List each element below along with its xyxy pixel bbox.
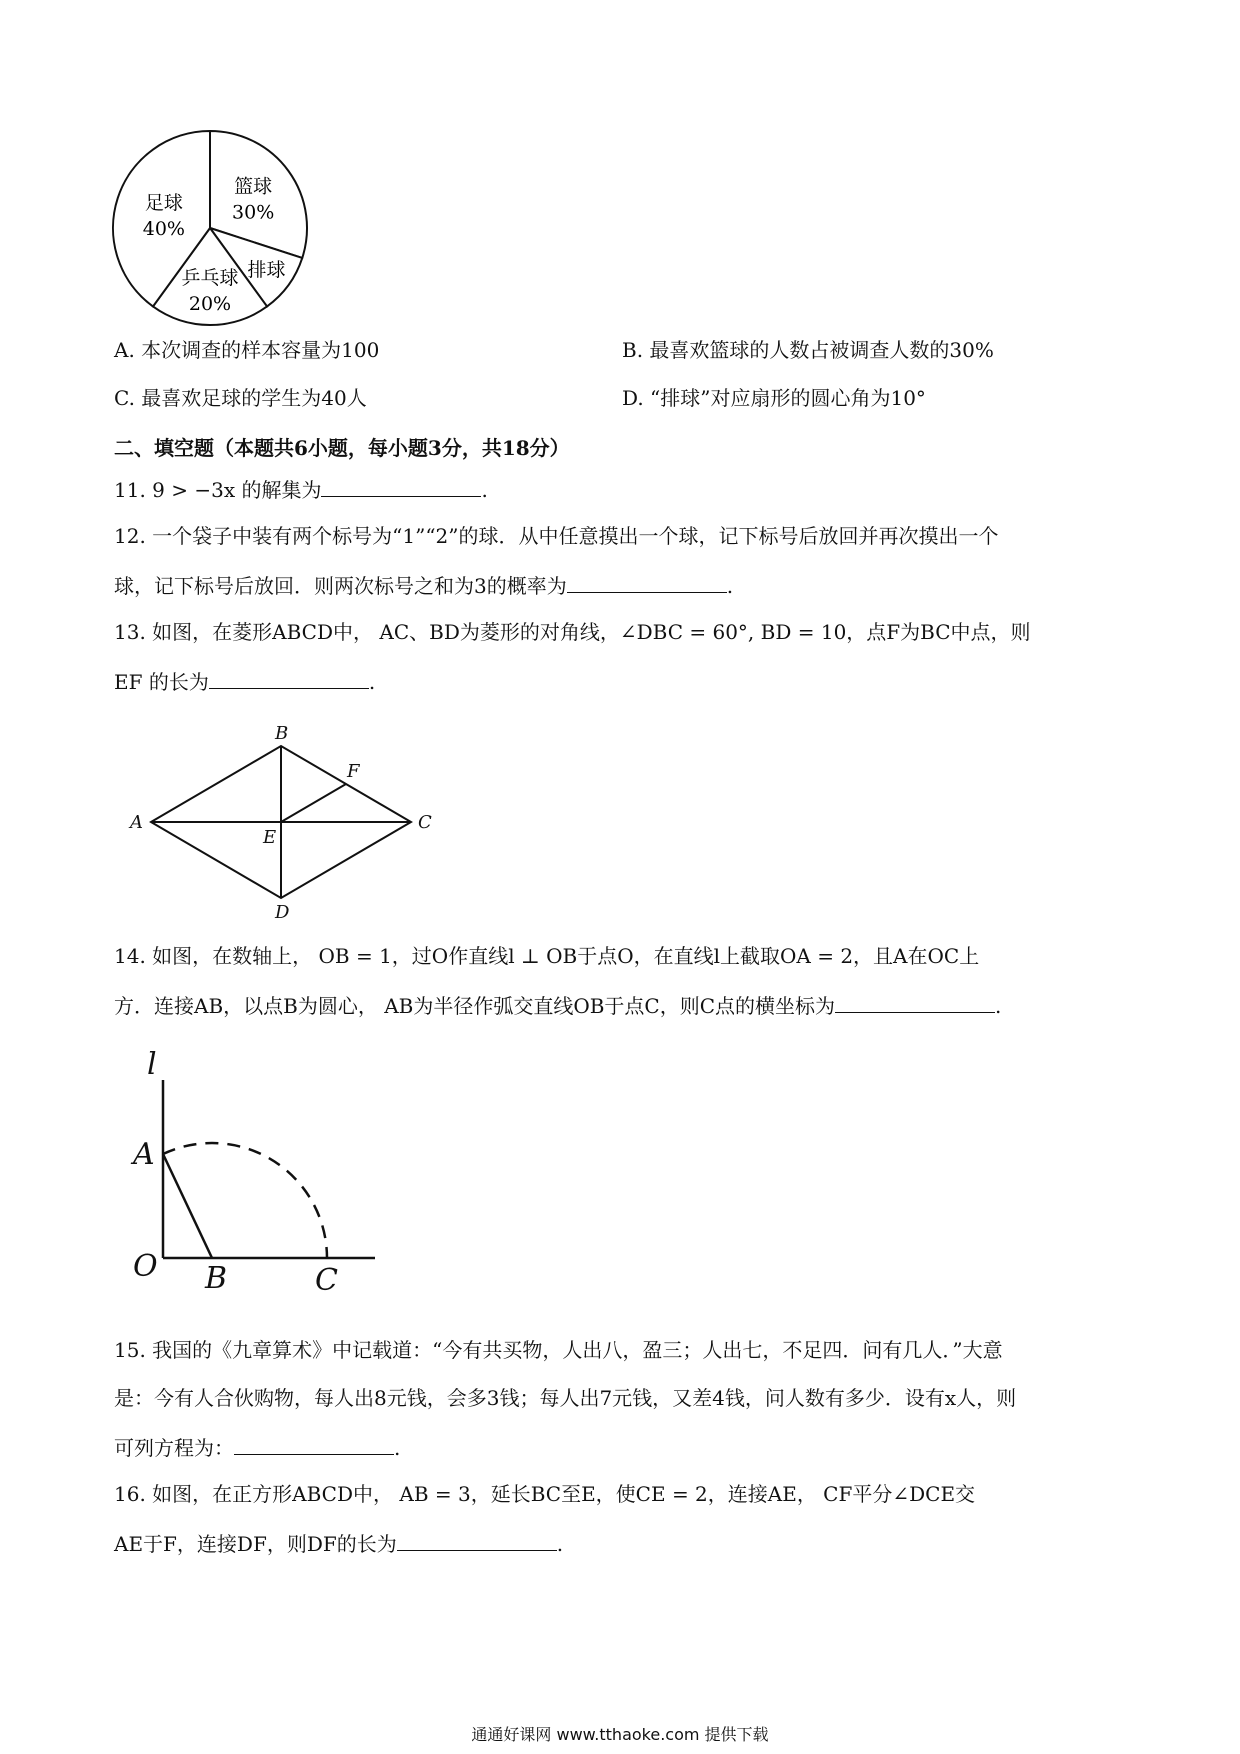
arc-ac bbox=[163, 1143, 327, 1258]
label-c: C bbox=[315, 1263, 338, 1296]
q11-end: . bbox=[481, 478, 488, 502]
question-15-line2: 是：今有人合伙购物，每人出8元钱，会多3钱；每人出7元钱，又差4钱，问人数有多少．设有x人，则 bbox=[114, 1386, 1017, 1410]
question-13-line2 bbox=[114, 668, 375, 694]
label-a: A bbox=[133, 1137, 155, 1172]
answer-blank bbox=[567, 572, 727, 593]
question-14-line1: 14. 如图，在数轴上， OB = 1，过O作直线l ⊥ OB于点O，在直线l上截取OA = 2，且A在OC上 bbox=[114, 944, 980, 968]
q10-option-b: B. 最喜欢篮球的人数占被调查人数的30% bbox=[622, 338, 994, 362]
q13-end: . bbox=[368, 670, 376, 694]
label-f: F bbox=[347, 761, 360, 782]
answer-blank bbox=[234, 1434, 394, 1455]
q10-option-d: D. “排球”对应扇形的圆心角为10° bbox=[622, 386, 926, 410]
pie-chart bbox=[110, 128, 310, 328]
question-16-line2 bbox=[114, 1530, 563, 1556]
pie-slice-value: 40% bbox=[142, 218, 185, 241]
axis-diagram bbox=[125, 1050, 405, 1296]
label-e: E bbox=[263, 827, 277, 848]
label-o: O bbox=[133, 1249, 158, 1284]
q14-end: . bbox=[995, 994, 1002, 1018]
q16-end: . bbox=[556, 1532, 564, 1556]
answer-blank bbox=[209, 668, 369, 689]
question-13-line1: 13. 如图，在菱形ABCD中， AC、BD为菱形的对角线，∠DBC = 60°, BD = 10，点F为BC中点，则 bbox=[114, 620, 1031, 644]
pie-slice-label: 足球 bbox=[144, 192, 183, 215]
q11-text: 11. 9 > −3x 的解集为 bbox=[114, 478, 322, 502]
segment-ef bbox=[281, 784, 346, 822]
question-15-line3 bbox=[114, 1434, 400, 1460]
question-16-line1: 16. 如图，在正方形ABCD中， AB = 3，延长BC至E，使CE = 2，连接AE， CF平分∠DCE交 bbox=[114, 1482, 976, 1506]
q12-end: . bbox=[726, 574, 734, 598]
section-heading: 二、填空题（本题共6小题，每小题3分，共18分） bbox=[114, 436, 570, 460]
answer-blank bbox=[835, 992, 995, 1013]
pie-slice-value: 20% bbox=[188, 293, 232, 316]
q12-text: 球，记下标号后放回．则两次标号之和为3的概率为 bbox=[114, 574, 567, 598]
question-11 bbox=[114, 476, 488, 502]
label-c: C bbox=[418, 812, 432, 833]
question-15-line1: 15. 我国的《九章算术》中记载道：“今有共买物，人出八，盈三；人出七，不足四．问有几人．”大意 bbox=[114, 1338, 1003, 1362]
q10-option-c: C. 最喜欢足球的学生为40人 bbox=[114, 386, 367, 410]
q10-option-a: A. 本次调查的样本容量为100 bbox=[114, 338, 380, 362]
q16-text: AE于F，连接DF，则DF的长为 bbox=[114, 1532, 397, 1556]
q15-text: 可列方程为： bbox=[114, 1436, 234, 1460]
pie-slice-label: 篮球 bbox=[234, 175, 273, 198]
segment-ab bbox=[163, 1154, 212, 1258]
question-14-line2 bbox=[114, 992, 1001, 1018]
answer-blank bbox=[321, 476, 481, 497]
q15-end: . bbox=[394, 1436, 401, 1460]
q13-text: EF 的长为 bbox=[114, 670, 209, 694]
rhombus-diagram bbox=[125, 722, 445, 922]
pie-slice-label: 排球 bbox=[247, 259, 286, 282]
answer-blank bbox=[397, 1530, 557, 1551]
label-b: B bbox=[275, 723, 289, 744]
question-12-line1: 12. 一个袋子中装有两个标号为“1”“2”的球．从中任意摸出一个球，记下标号后放回并再次摸出一个 bbox=[114, 524, 999, 548]
label-a: A bbox=[130, 812, 143, 833]
pie-slice-label: 乒乓球 bbox=[181, 267, 239, 290]
label-d: D bbox=[275, 902, 290, 922]
label-b: B bbox=[205, 1261, 228, 1296]
page-footer: 通通好课网 www.tthaoke.com 提供下载 bbox=[471, 1725, 769, 1744]
question-12-line2 bbox=[114, 572, 733, 598]
pie-slice-value: 30% bbox=[232, 201, 275, 224]
q14-text: 方．连接AB，以点B为圆心， AB为半径作弧交直线OB于点C，则C点的横坐标为 bbox=[114, 994, 836, 1018]
label-l: l bbox=[147, 1050, 157, 1082]
